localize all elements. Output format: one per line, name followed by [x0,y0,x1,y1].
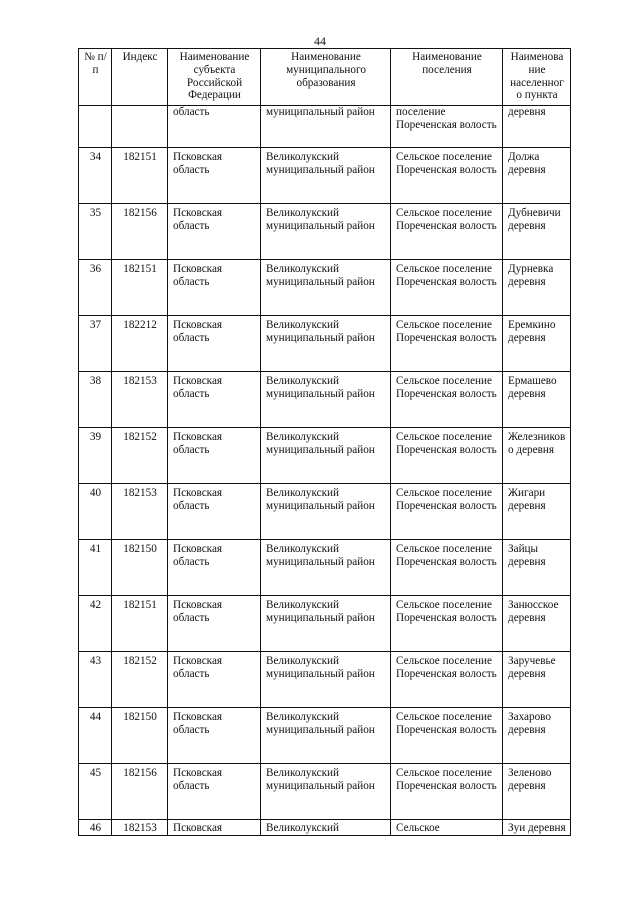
cell-federal-subject: область [168,106,261,148]
table-row [79,316,571,372]
cell-municipality: Великолукский муниципальный район [261,652,391,708]
cell-federal-subject: Псковская область [168,372,261,428]
cell-federal-subject: Псковская область [168,484,261,540]
header-postal-index: Индекс [112,49,168,106]
cell-municipality: Великолукский муниципальный район [261,484,391,540]
cell-row-number: 46 [79,820,112,836]
cell-municipality: Великолукский муниципальный район [261,204,391,260]
cell-locality: Дубневичи деревня [503,204,571,260]
cell-postal-index: 182156 [112,204,168,260]
cell-federal-subject: Псковская область [168,204,261,260]
table-row [79,148,571,204]
cell-municipality: муниципальный район [261,106,391,148]
header-settlement: Наименование поселения [391,49,503,106]
cell-federal-subject: Псковская область [168,148,261,204]
cell-row-number: 34 [79,148,112,204]
cell-row-number: 39 [79,428,112,484]
cell-postal-index: 182151 [112,260,168,316]
cell-settlement: Сельское [391,820,503,836]
table-body [79,106,571,836]
table-header-row [79,49,571,106]
cell-postal-index [112,106,168,148]
cell-row-number: 38 [79,372,112,428]
cell-federal-subject: Псковская область [168,540,261,596]
cell-settlement: Сельское поселение Пореченская волость [391,204,503,260]
table-row [79,820,571,836]
cell-municipality: Великолукский муниципальный район [261,708,391,764]
cell-locality: Дурневка деревня [503,260,571,316]
cell-settlement: Сельское поселение Пореченская волость [391,428,503,484]
cell-locality: деревня [503,106,571,148]
table-row [79,372,571,428]
cell-locality: Жигари деревня [503,484,571,540]
settlements-table [78,48,571,836]
table-row [79,652,571,708]
cell-municipality: Великолукский муниципальный район [261,260,391,316]
cell-row-number: 36 [79,260,112,316]
cell-row-number: 44 [79,708,112,764]
cell-row-number: 45 [79,764,112,820]
cell-locality: Ермашево деревня [503,372,571,428]
cell-postal-index: 182153 [112,372,168,428]
header-municipality: Наименование муниципального образования [261,49,391,106]
table-row [79,484,571,540]
settlements-table-wrapper [78,48,571,836]
cell-locality: Заручевье деревня [503,652,571,708]
page-number: 44 [314,34,326,48]
cell-postal-index: 182151 [112,148,168,204]
table-row [79,596,571,652]
cell-postal-index: 182152 [112,652,168,708]
table-row [79,540,571,596]
cell-postal-index: 182150 [112,708,168,764]
cell-federal-subject: Псковская область [168,764,261,820]
cell-row-number: 40 [79,484,112,540]
cell-settlement: Сельское поселение Пореченская волость [391,484,503,540]
cell-federal-subject: Псковская область [168,708,261,764]
cell-municipality: Великолукский муниципальный район [261,540,391,596]
cell-postal-index: 182153 [112,820,168,836]
cell-row-number: 37 [79,316,112,372]
cell-settlement: Сельское поселение Пореченская волость [391,372,503,428]
cell-federal-subject: Псковская область [168,316,261,372]
cell-municipality: Великолукский муниципальный район [261,428,391,484]
cell-locality: Должа деревня [503,148,571,204]
cell-locality: Еремкино деревня [503,316,571,372]
cell-municipality: Великолукский муниципальный район [261,596,391,652]
cell-postal-index: 182156 [112,764,168,820]
table-row-continuation [79,106,571,148]
cell-municipality: Великолукский муниципальный район [261,148,391,204]
cell-federal-subject: Псковская область [168,428,261,484]
cell-settlement: Сельское поселение Пореченская волость [391,260,503,316]
cell-postal-index: 182151 [112,596,168,652]
cell-federal-subject: Псковская область [168,652,261,708]
table-row [79,708,571,764]
cell-settlement: Сельское поселение Пореченская волость [391,316,503,372]
cell-locality: Зайцы деревня [503,540,571,596]
cell-postal-index: 182150 [112,540,168,596]
header-row-number: № п/п [79,49,112,106]
cell-settlement: Сельское поселение Пореченская волость [391,652,503,708]
cell-settlement: Сельское поселение Пореченская волость [391,148,503,204]
cell-locality: Железниково деревня [503,428,571,484]
cell-settlement: Сельское поселение Пореченская волость [391,596,503,652]
cell-row-number: 43 [79,652,112,708]
cell-federal-subject: Псковская область [168,596,261,652]
table-row [79,428,571,484]
cell-municipality: Великолукский муниципальный район [261,372,391,428]
cell-postal-index: 182212 [112,316,168,372]
cell-settlement: Сельское поселение Пореченская волость [391,540,503,596]
cell-postal-index: 182152 [112,428,168,484]
cell-locality: Зуи деревня [503,820,571,836]
table-row [79,764,571,820]
header-locality: Наименование населенного пункта [503,49,571,106]
cell-row-number: 35 [79,204,112,260]
cell-municipality: Великолукский муниципальный район [261,316,391,372]
header-federal-subject: Наименование субъекта Российской Федерации [168,49,261,106]
cell-locality: Занюсское деревня [503,596,571,652]
table-row [79,260,571,316]
cell-row-number [79,106,112,148]
table-row [79,204,571,260]
cell-municipality: Великолукский муниципальный район [261,764,391,820]
cell-row-number: 42 [79,596,112,652]
cell-settlement: поселение Пореченская волость [391,106,503,148]
cell-federal-subject: Псковская [168,820,261,836]
cell-locality: Зеленово деревня [503,764,571,820]
cell-postal-index: 182153 [112,484,168,540]
cell-locality: Захарово деревня [503,708,571,764]
cell-settlement: Сельское поселение Пореченская волость [391,708,503,764]
cell-federal-subject: Псковская область [168,260,261,316]
cell-settlement: Сельское поселение Пореченская волость [391,764,503,820]
cell-row-number: 41 [79,540,112,596]
cell-municipality: Великолукский [261,820,391,836]
